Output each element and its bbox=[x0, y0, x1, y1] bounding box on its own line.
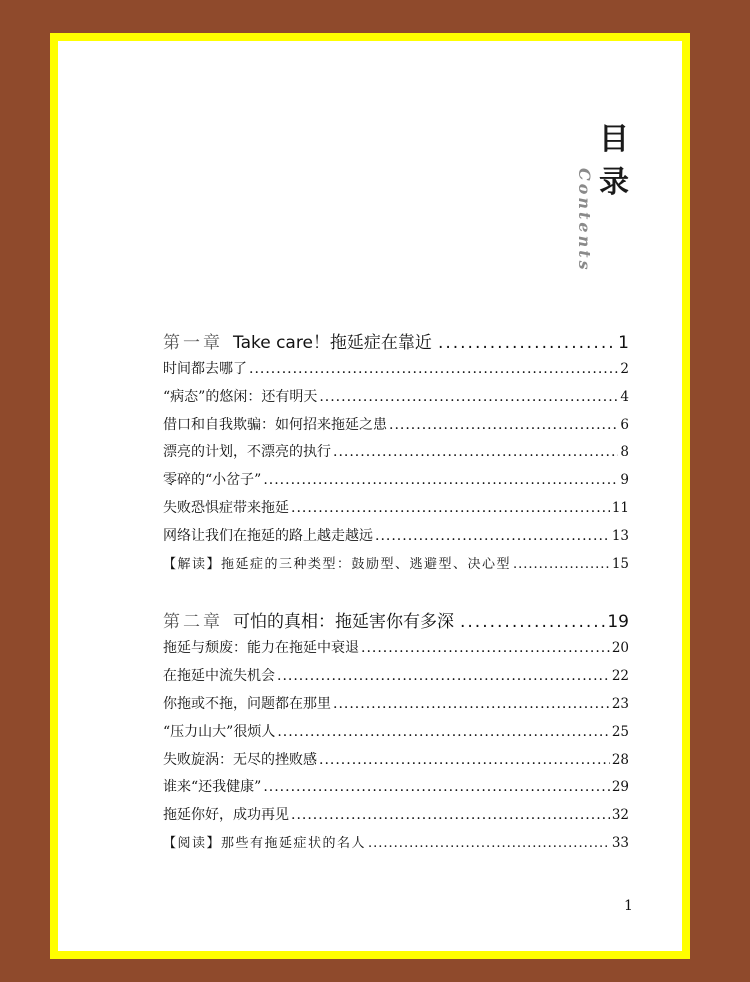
chapter-heading[interactable] bbox=[163, 607, 629, 637]
table-of-contents bbox=[163, 328, 629, 860]
dot-leader bbox=[291, 500, 610, 516]
entry-page-number: 9 bbox=[620, 472, 629, 489]
dot-leader bbox=[333, 444, 618, 460]
chapter-title: Take care！拖延症在靠近 bbox=[233, 333, 432, 353]
contents-decorative-word: Contents bbox=[575, 168, 594, 273]
dot-leader bbox=[277, 668, 610, 684]
entry-title: “压力山大”很烦人 bbox=[163, 723, 276, 740]
dot-leader bbox=[249, 361, 618, 377]
entry-page-number: 23 bbox=[611, 695, 629, 712]
toc-page bbox=[58, 41, 682, 951]
dot-leader bbox=[438, 333, 616, 353]
entry-page-number: 25 bbox=[611, 723, 629, 740]
toc-entry[interactable] bbox=[163, 414, 629, 442]
toc-entry[interactable] bbox=[163, 386, 629, 414]
toc-entry-reading[interactable] bbox=[163, 553, 629, 581]
dot-leader bbox=[368, 836, 610, 851]
entry-title: 谁来“还我健康” bbox=[163, 779, 262, 796]
entry-page-number: 2 bbox=[620, 361, 629, 377]
entry-title: 零碎的“小岔子” bbox=[163, 472, 262, 489]
chapter-number: 第一章 bbox=[163, 333, 223, 353]
toc-entry[interactable] bbox=[163, 693, 629, 721]
entry-page-number: 6 bbox=[620, 416, 629, 433]
entry-title: 失败恐惧症带来拖延 bbox=[163, 499, 289, 516]
toc-entry[interactable] bbox=[163, 804, 629, 832]
entry-page-number: 29 bbox=[611, 779, 629, 796]
entry-title: 拖延你好，成功再见 bbox=[163, 807, 289, 824]
dot-leader bbox=[389, 417, 618, 433]
entry-title: 网络让我们在拖延的路上越走越远 bbox=[163, 527, 373, 544]
toc-entry[interactable] bbox=[163, 469, 629, 497]
chapter-spacer bbox=[163, 580, 629, 607]
toc-entry[interactable] bbox=[163, 665, 629, 693]
toc-entry-reading[interactable] bbox=[163, 832, 629, 860]
entry-page-number: 22 bbox=[611, 668, 629, 685]
entry-title: “病态”的悠闲：还有明天 bbox=[163, 388, 318, 405]
dot-leader bbox=[277, 724, 609, 740]
entry-title: 【解读】拖延症的三种类型：鼓励型、逃避型、决心型 bbox=[163, 556, 512, 572]
toc-entry[interactable] bbox=[163, 721, 629, 749]
dot-leader bbox=[361, 640, 610, 656]
chapter-number: 第二章 bbox=[163, 612, 223, 633]
toc-entry[interactable] bbox=[163, 497, 629, 525]
entry-page-number: 15 bbox=[611, 555, 629, 572]
toc-entry[interactable] bbox=[163, 637, 629, 665]
entry-page-number: 11 bbox=[611, 499, 629, 516]
dot-leader bbox=[263, 779, 609, 795]
entry-title: 【阅读】那些有拖延症状的名人 bbox=[163, 835, 367, 851]
toc-entry[interactable] bbox=[163, 525, 629, 553]
entry-title: 在拖延中流失机会 bbox=[163, 668, 275, 685]
toc-title-char-2: 录 bbox=[599, 165, 629, 200]
dot-leader bbox=[319, 752, 610, 768]
entry-title: 你拖或不拖，问题都在那里 bbox=[163, 695, 331, 712]
entry-page-number: 28 bbox=[611, 751, 629, 768]
entry-title: 漂亮的计划，不漂亮的执行 bbox=[163, 444, 331, 461]
toc-entry[interactable] bbox=[163, 749, 629, 777]
dot-leader bbox=[513, 557, 610, 572]
dot-leader bbox=[319, 389, 618, 405]
entry-page-number: 32 bbox=[611, 807, 629, 824]
dot-leader bbox=[375, 528, 610, 544]
dot-leader bbox=[333, 696, 610, 712]
dot-leader bbox=[460, 612, 605, 632]
entry-page-number: 33 bbox=[611, 834, 629, 851]
page-folio-number: 1 bbox=[624, 898, 633, 914]
dot-leader bbox=[291, 807, 610, 823]
toc-entry[interactable] bbox=[163, 441, 629, 469]
dot-leader bbox=[263, 472, 618, 488]
entry-page-number: 20 bbox=[611, 640, 629, 657]
entry-title: 失败旋涡：无尽的挫败感 bbox=[163, 751, 317, 768]
entry-title: 借口和自我欺骗：如何招来拖延之患 bbox=[163, 416, 387, 433]
entry-title: 时间都去哪了 bbox=[163, 361, 247, 377]
toc-entry[interactable] bbox=[163, 776, 629, 804]
entry-page-number: 13 bbox=[611, 527, 629, 544]
chapter-title: 可怕的真相：拖延害你有多深 bbox=[233, 612, 454, 633]
chapter-page-number: 19 bbox=[607, 612, 629, 633]
toc-title-char-1: 目 bbox=[599, 122, 629, 157]
entry-title: 拖延与颓废：能力在拖延中衰退 bbox=[163, 640, 359, 657]
entry-page-number: 8 bbox=[620, 444, 629, 461]
chapter-heading[interactable] bbox=[163, 328, 629, 358]
entry-page-number: 4 bbox=[620, 388, 629, 405]
toc-entry[interactable] bbox=[163, 358, 629, 386]
chapter-page-number: 1 bbox=[618, 333, 629, 353]
